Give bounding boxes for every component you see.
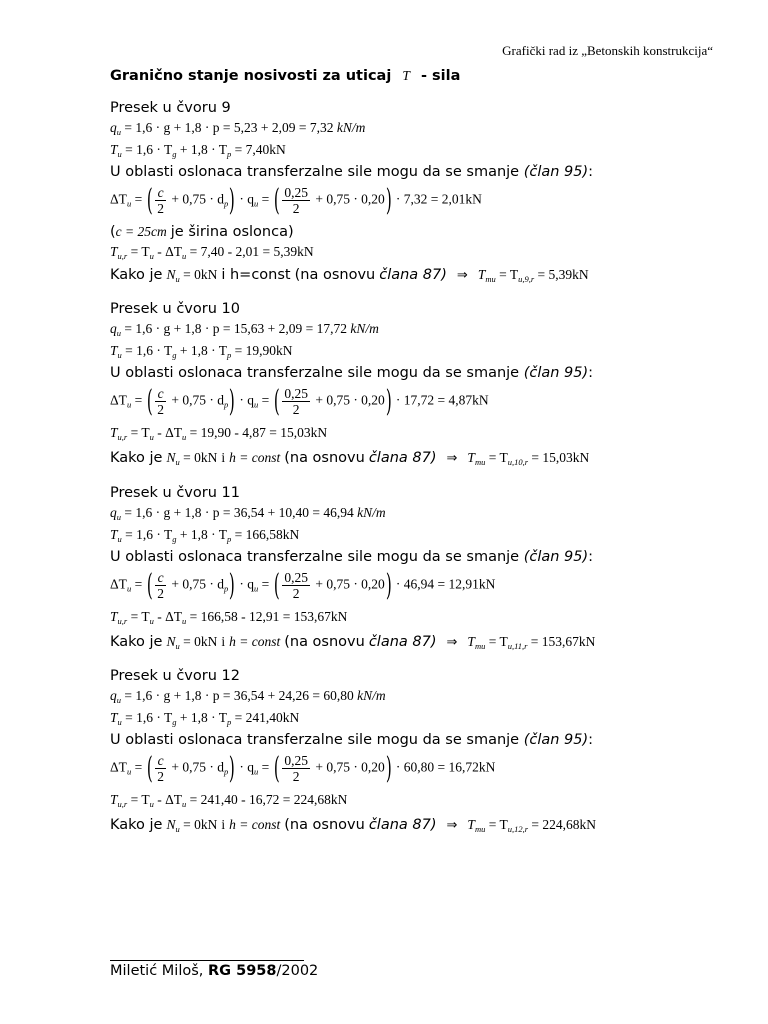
transfer-note: U oblasti oslonaca transferzalne sile mogu da se smanje (član 95): <box>110 732 594 748</box>
tur-formula: $T_{u,r} = T_u - \Delta T_u = 7,40 - 2,01 = 5,39kN$ <box>110 244 314 261</box>
footer-rule <box>110 960 304 961</box>
title-suffix: - sila <box>420 68 461 84</box>
tu-formula: $T_u = 1,6 \cdot T_g + 1,8 \cdot T_p = 19,90kN$ <box>110 343 293 360</box>
qu-formula: $q_u = 1,6 \cdot g + 1,8 \cdot p = 36,54 + 24,26 = 60,80$ kN/m <box>110 688 386 705</box>
tu-formula: $T_u = 1,6 \cdot T_g + 1,8 \cdot T_p = 166,58kN$ <box>110 527 300 544</box>
section-heading: Presek u čvoru 10 <box>110 301 240 317</box>
title-symbol: T <box>402 68 410 83</box>
footer <box>110 963 318 979</box>
tur-formula: $T_{u,r} = T_u - \Delta T_u = 241,40 - 16,72 = 224,68kN$ <box>110 792 348 809</box>
transfer-note: U oblasti oslonaca transferzalne sile mogu da se smanje (član 95): <box>110 164 594 180</box>
footer-year: /2002 <box>276 963 319 979</box>
section-heading: Presek u čvoru 11 <box>110 485 240 501</box>
section-heading: Presek u čvoru 12 <box>110 668 240 684</box>
qu-formula: $q_u = 1,6 \cdot g + 1,8 \cdot p = 5,23 + 2,09 = 7,32$ kN/m <box>110 120 366 137</box>
kako-je-line: Kako je $N_u = 0kN$ i h = const (na osnovu člana 87) ⇒ $T_{mu} = T_{u,12,r} = 224,68kN$ <box>110 817 597 834</box>
transfer-note: U oblasti oslonaca transferzalne sile mogu da se smanje (član 95): <box>110 549 594 565</box>
c-note: (c = 25cm je širina oslonca) <box>110 224 294 240</box>
tur-formula: $T_{u,r} = T_u - \Delta T_u = 166,58 - 12,91 = 153,67kN$ <box>110 609 348 626</box>
tur-formula: $T_{u,r} = T_u - \Delta T_u = 19,90 - 4,87 = 15,03kN$ <box>110 425 328 442</box>
qu-formula: $q_u = 1,6 \cdot g + 1,8 \cdot p = 36,54 + 10,40 = 46,94$ kN/m <box>110 505 386 522</box>
delta-tu-formula: $\Delta T_u$ = ( $\frac{c}{2}$ + $0,75 \cdot d_p) \cdot q_u$ = ( $\frac{0,25}{2}$ + 0,75 · 0,20) · 60,80 = 16,72kN <box>110 750 496 786</box>
footer-author: Miletić Miloš, <box>110 963 204 979</box>
section-heading: Presek u čvoru 9 <box>110 100 231 116</box>
kako-je-line: Kako je $N_u = 0kN$ i h = const (na osnovu člana 87) ⇒ $T_{mu} = T_{u,11,r} = 153,67kN$ <box>110 634 596 651</box>
delta-tu-formula: $\Delta T_u$ = ( $\frac{c}{2}$ + $0,75 \cdot d_p) \cdot q_u$ = ( $\frac{0,25}{2}$ + 0,75 · 0,20) · 7,32 = 2,01kN <box>110 182 482 218</box>
footer-rg: RG 5958 <box>208 963 277 979</box>
page-title <box>110 68 460 84</box>
kako-je-line: Kako je $N_u = 0kN$ i h = const (na osnovu člana 87) ⇒ $T_{mu} = T_{u,10,r} = 15,03kN$ <box>110 450 590 467</box>
running-header: Grafički rad iz „Betonskih konstrukcija“ <box>502 43 713 58</box>
title-text: Granično stanje nosivosti za uticaj <box>110 68 392 84</box>
delta-tu-formula: $\Delta T_u$ = ( $\frac{c}{2}$ + $0,75 \cdot d_p) \cdot q_u$ = ( $\frac{0,25}{2}$ + 0,75 · 0,20) · 17,72 = 4,87kN <box>110 383 489 419</box>
tu-formula: $T_u = 1,6 \cdot T_g + 1,8 \cdot T_p = 241,40kN$ <box>110 710 300 727</box>
qu-formula: $q_u = 1,6 \cdot g + 1,8 \cdot p = 15,63 + 2,09 = 17,72$ kN/m <box>110 321 379 338</box>
tu-formula: $T_u = 1,6 \cdot T_g + 1,8 \cdot T_p = 7,40kN$ <box>110 142 286 159</box>
delta-tu-formula: $\Delta T_u$ = ( $\frac{c}{2}$ + $0,75 \cdot d_p) \cdot q_u$ = ( $\frac{0,25}{2}$ + 0,75 · 0,20) · 46,94 = 12,91kN <box>110 567 496 603</box>
transfer-note: U oblasti oslonaca transferzalne sile mogu da se smanje (član 95): <box>110 365 594 381</box>
kako-je-line: Kako je $N_u = 0kN$ i h=const (na osnovu člana 87) ⇒ $T_{mu} = T_{u,9,r} = 5,39kN$ <box>110 267 589 284</box>
